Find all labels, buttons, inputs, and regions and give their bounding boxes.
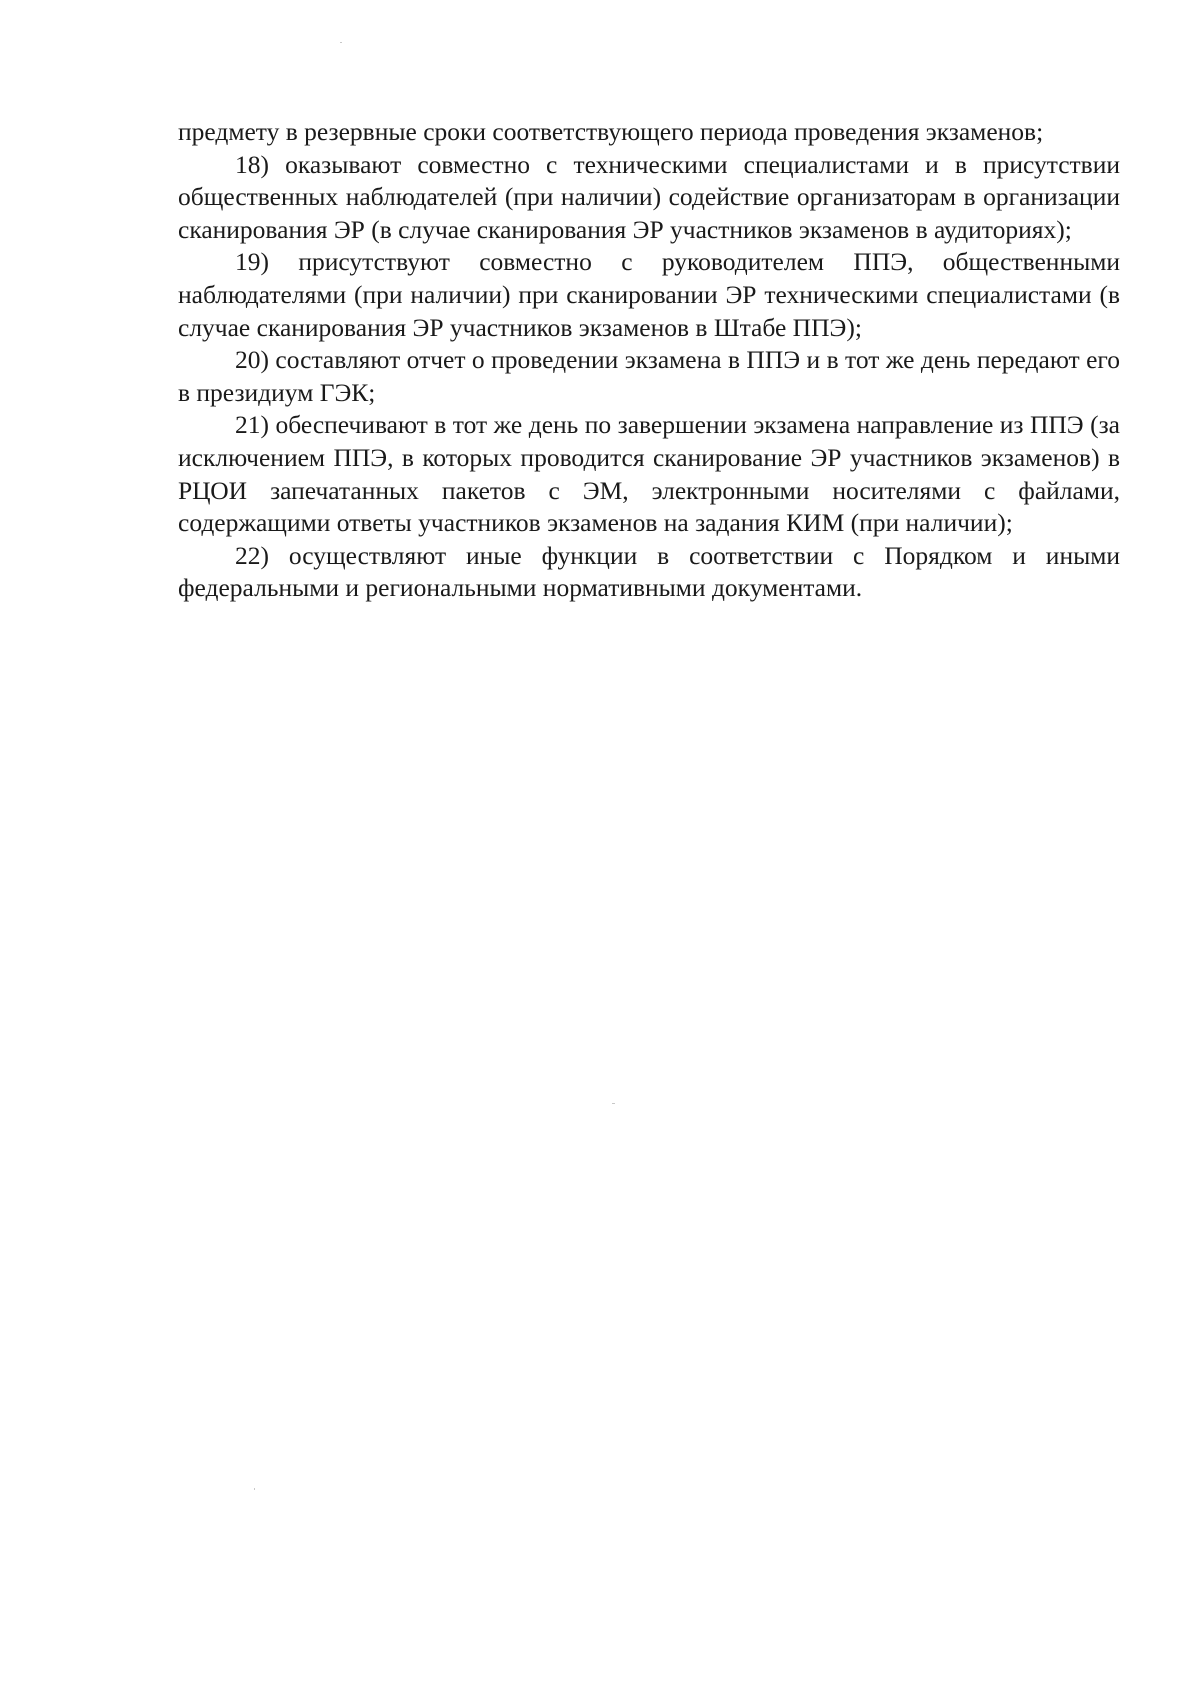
paragraph-text: присутствуют совместно с руководителем ППЭ, общественными наблюдателями (при наличии) при сканировании ЭР техническими специалистами (в случае сканирования ЭР участников экзаменов в Штабе ППЭ); bbox=[178, 247, 1121, 342]
paragraph-text: обеспечивают в тот же день по завершении экзамена направление из ППЭ (за исключением ППЭ, в которых проводится сканирование ЭР участников экзаменов) в РЦОИ запечатанных пакетов с ЭМ, электронными носителями с файлами, содержащими ответы участников экзаменов на задания КИМ (при наличии); bbox=[178, 410, 1120, 538]
paragraph-number: 18) bbox=[235, 149, 269, 179]
paragraph-text: оказывают совместно с техническими специалистами и в присутствии общественных наблюдателей (при наличии) содействие организаторам в организации сканирования ЭР (в случае сканирования ЭР участников экзаменов в аудиториях); bbox=[178, 149, 1120, 244]
paragraph-number: 20) bbox=[235, 345, 269, 375]
paragraph-number: 22) bbox=[235, 540, 269, 570]
document-body bbox=[178, 116, 1120, 605]
paragraph-number: 21) bbox=[235, 410, 269, 440]
paragraph-item-20 bbox=[178, 344, 1120, 409]
paragraph-item-18 bbox=[178, 149, 1120, 247]
paragraph-item-22 bbox=[178, 540, 1120, 605]
scan-speck bbox=[612, 1103, 615, 1104]
paragraph-continuation bbox=[178, 116, 1120, 149]
scan-speck bbox=[254, 1488, 255, 1490]
paragraph-text: составляют отчет о проведении экзамена в ППЭ и в тот же день передают его в президиум ГЭК; bbox=[178, 345, 1120, 407]
paragraph-item-21 bbox=[178, 409, 1120, 539]
paragraph-number: 19) bbox=[235, 247, 269, 277]
paragraph-item-19 bbox=[178, 246, 1120, 344]
paragraph-text: предмету в резервные сроки соответствующего периода проведения экзаменов; bbox=[178, 117, 1044, 146]
scan-speck bbox=[340, 42, 342, 43]
paragraph-text: осуществляют иные функции в соответствии с Порядком и иными федеральными и региональными нормативными документами. bbox=[178, 540, 1121, 603]
